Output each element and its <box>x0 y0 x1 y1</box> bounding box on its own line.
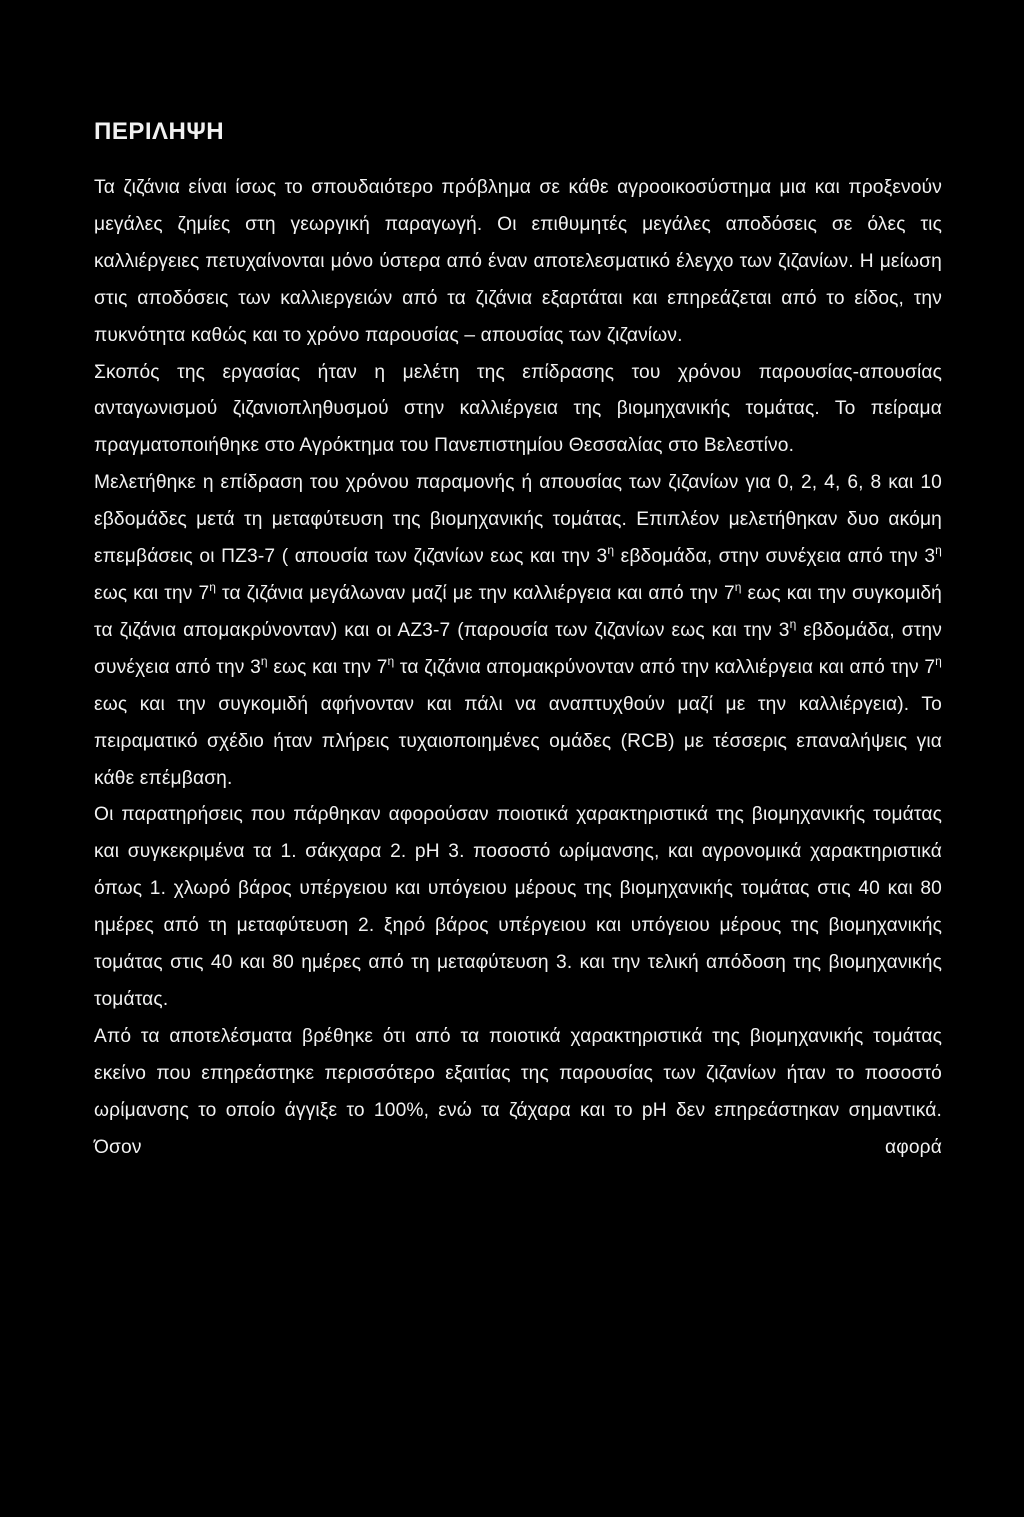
text-run: τα ζιζάνια απομακρύνονταν από την καλλιέργεια και από την 7 <box>394 656 936 678</box>
text-run: εως και την 7 <box>267 656 388 678</box>
abstract-body <box>94 170 942 1166</box>
superscript: η <box>260 653 268 668</box>
superscript: η <box>607 543 615 558</box>
superscript: η <box>935 653 942 668</box>
paragraph-results <box>94 1019 942 1167</box>
superscript: η <box>387 653 395 668</box>
text-run: εως και την 7 <box>94 582 210 604</box>
text-run: Οι παρατηρήσεις που πάρθηκαν αφορούσαν ποιοτικά χαρακτηριστικά της βιομηχανικής τομάτας και συγκεκριμένα τα 1. σάκχαρα 2. pH 3. ποσοστό ωρίμανσης, και αγρονομικά χαρακτηριστικά όπως 1. χλωρό βάρος υπέργειου και υπόγειου μέρους της βιομηχανικής τομάτας στις 40 και 80 ημέρες από τη μεταφύτευση 2. ξηρό βάρος υπέργειου και υπόγειου μέρους της βιομηχανικής τομάτας στις 40 και 80 ημέρες από τη μεταφύτευση 3. και την τελική απόδοση της βιομηχανικής τομάτας. <box>94 804 942 1010</box>
text-run: εως και την συγκομιδή αφήνονταν και πάλι να αναπτυχθούν μαζί με την καλλιέργεια). Το πειραματικό σχέδιο ήταν πλήρεις τυχαιοποιημένες ομάδες (RCB) με τέσσερις επαναλήψεις για κάθε επέμβαση. <box>94 693 942 789</box>
text-run: Μελετήθηκε η επίδραση του χρόνου παραμονής ή απουσίας των ζιζανίων για 0, 2, 4, 6, 8 και 10 εβδομάδες μετά τη μεταφύτευση της βιομηχανικής τομάτας. Επιπλέον μελετήθηκαν δυο ακόμη επεμβάσεις οι ΠΖ3-7 ( απουσία των ζιζανίων εως και την 3 <box>94 472 942 568</box>
superscript: η <box>935 543 942 558</box>
text-run: Από τα αποτελέσματα βρέθηκε ότι από τα ποιοτικά χαρακτηριστικά της βιομηχανικής τομάτας εκείνο που επηρεάστηκε περισσότερο εξαιτίας της παρουσίας των ζιζανίων ήταν το ποσοστό ωρίμανσης το οποίο άγγιξε το 100%, ενώ τα ζάχαρα και το pH δεν επηρεάστηκαν σημαντικά. Όσον αφορά <box>94 1025 942 1158</box>
text-run: εως και την συγκομιδή τα ζιζάνια απομακρύνονταν) και οι ΑΖ3-7 (παρουσία των ζιζανίων εως και την 3 <box>94 582 942 641</box>
text-run: τα ζιζάνια μεγάλωναν μαζί με την καλλιέργεια και από την 7 <box>216 582 735 604</box>
superscript: η <box>734 579 742 594</box>
text-run: Τα ζιζάνια είναι ίσως το σπουδαιότερο πρόβλημα σε κάθε αγροοικοσύστημα μια και προξενούν μεγάλες ζημίες στη γεωργική παραγωγή. Οι επιθυμητές μεγάλες αποδόσεις σε όλες τις καλλιέργειες πετυχαίνονται μόνο ύστερα από έναν αποτελεσματικό έλεγχο των ζιζανίων. Η μείωση στις αποδόσεις των καλλιεργειών από τα ζιζάνια εξαρτάται και επηρεάζεται από το είδος, την πυκνότητα καθώς και το χρόνο παρουσίας – απουσίας των ζιζανίων. <box>94 177 942 346</box>
text-run: Σκοπός της εργασίας ήταν η μελέτη της επίδρασης του χρόνου παρουσίας-απουσίας ανταγωνισμού ζιζανιοπληθυσμού στην καλλιέργεια της βιομηχανικής τομάτας. Το πείραμα πραγματοποιήθηκε στο Αγρόκτημα του Πανεπιστημίου Θεσσαλίας στο Βελεστίνο. <box>94 361 942 457</box>
paragraph-methods <box>94 465 942 797</box>
page-heading: ΠΕΡΙΛΗΨΗ <box>94 118 225 145</box>
paragraph-intro <box>94 170 942 355</box>
text-run: εβδομάδα, στην συνέχεια από την 3 <box>94 619 942 678</box>
superscript: η <box>789 616 797 631</box>
superscript: η <box>209 579 217 594</box>
paragraph-observations <box>94 797 942 1018</box>
paragraph-aim <box>94 355 942 466</box>
text-run: εβδομάδα, στην συνέχεια από την 3 <box>614 546 936 568</box>
